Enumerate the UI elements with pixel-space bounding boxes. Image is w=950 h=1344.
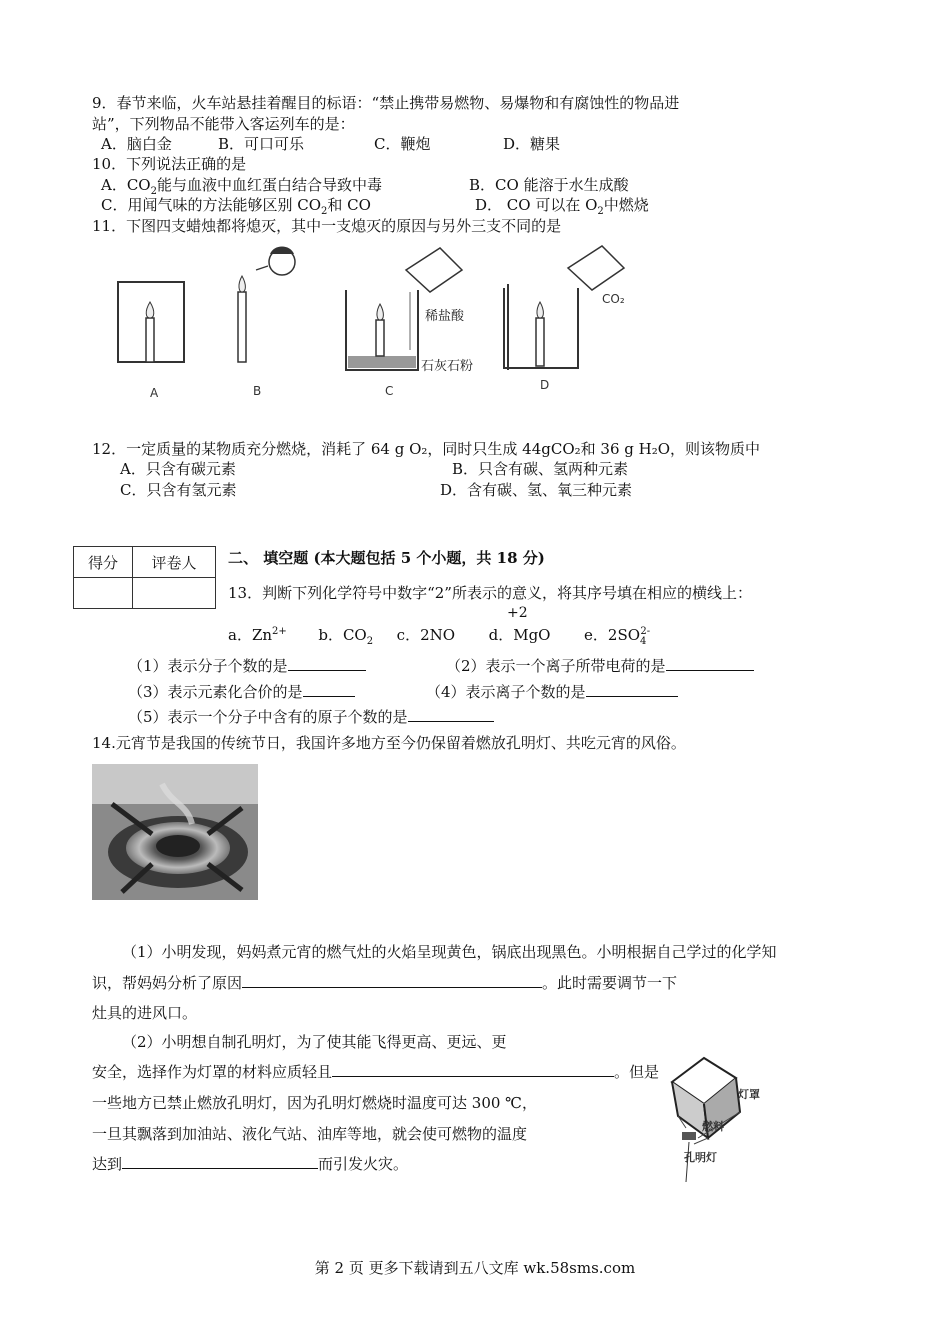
score-header: 得分 — [74, 547, 133, 578]
q12-option-b: B．只含有碳、氢两种元素 — [452, 460, 629, 478]
q11-stem: 11．下图四支蜡烛都将熄灭，其中一支熄灭的原因与另外三支不同的是 — [92, 217, 562, 235]
figure-a-covered-candle — [118, 282, 184, 362]
q14-part2-line3: 一些地方已禁止燃放孔明灯，因为孔明灯燃烧时温度可达 300 ℃， — [92, 1094, 537, 1112]
section2-title: 二、 填空题 (本大题包括 5 个小题，共 18 分) — [228, 549, 545, 567]
q14-part1-line2: 识，帮妈妈分析了原因 。此时需要调节一下 — [92, 974, 678, 992]
q14-part2-line4: 一旦其飘落到加油站、液化气站、油库等地，就会使可燃物的温度 — [92, 1125, 528, 1143]
q14-blank1[interactable] — [242, 973, 542, 988]
score-table — [73, 546, 216, 609]
q13-symbols — [228, 624, 650, 647]
figure-label-d: D — [540, 378, 550, 392]
label-dilute-hcl: 稀盐酸 — [425, 309, 465, 324]
q14-stem: 14.元宵节是我国的传统节日，我国许多地方至今仍保留着燃放孔明灯、共吃元宵的风俗。 — [92, 734, 686, 752]
label-limestone: 石灰石粉 — [421, 359, 474, 374]
label-lantern-fuel: 燃料 — [702, 1120, 724, 1133]
q14-part1-line3: 灶具的进风口。 — [92, 1004, 198, 1022]
score-cell[interactable] — [74, 578, 133, 609]
figure-label-b: B — [253, 384, 262, 398]
q9-option-d: D．糖果 — [503, 135, 561, 153]
gas-stove-photo — [92, 764, 258, 900]
q14-part2-line5: 达到 而引发火灾。 — [92, 1155, 409, 1173]
q14-part1-line1: （1）小明发现，妈妈煮元宵的燃气灶的火焰呈现黄色，锅底出现黑色。小明根据自己学过的化学知 — [122, 943, 777, 961]
q13-blank5[interactable] — [408, 707, 494, 722]
q13-stem: 13．判断下列化学符号中数字“2”所表示的意义，将其序号填在相应的横线上： — [228, 584, 752, 602]
q10-option-a: A．$CO_2$能与血液中血红蛋白结合导致中毒 — [101, 176, 382, 197]
q9-option-c: C．鞭炮 — [374, 135, 431, 153]
q11-figure-d — [498, 240, 638, 410]
q14-blank2[interactable] — [332, 1062, 614, 1077]
q13-part5: （5）表示一个分子中含有的原子个数的是 — [128, 706, 494, 727]
figure-b-blown-candle — [238, 247, 295, 363]
figure-label-a: A — [150, 386, 159, 400]
q10-option-c: C．用闻气味的方法能够区别 $CO_2$和 CO — [101, 196, 371, 217]
figure-label-c: C — [385, 384, 394, 398]
grader-cell[interactable] — [133, 578, 216, 609]
q10-option-d: D． CO 可以在 $O_2$中燃烧 — [475, 196, 649, 217]
q13-part2: （2）表示一个离子所带电荷的是 — [446, 655, 754, 676]
q13-blank2[interactable] — [666, 656, 754, 671]
q10-option-b: B．CO 能溶于水生成酸 — [469, 176, 629, 194]
page-footer: 第 2 页 更多下载请到五八文库 wk.58sms.com — [314, 1259, 636, 1277]
q9-option-a: A．脑白金 — [101, 135, 172, 153]
q10-stem: 10．下列说法正确的是 — [92, 155, 247, 173]
q9-option-b: B．可口可乐 — [218, 135, 305, 153]
q12-option-d: D．含有碳、氢、氧三种元素 — [440, 481, 633, 499]
label-lantern-shade: 灯罩 — [738, 1088, 760, 1101]
q9-stem-line2: 站”，下列物品不能带入客运列车的是： — [92, 115, 355, 133]
q12-option-c: C．只含有氢元素 — [120, 481, 237, 499]
q13-part1: （1）表示分子个数的是 — [128, 655, 366, 676]
sky-lantern-figure — [664, 1052, 774, 1182]
q14-blank3[interactable] — [122, 1154, 318, 1169]
q14-part2-line1: （2）小明想自制孔明灯，为了使其能飞得更高、更远、更 — [122, 1033, 507, 1051]
symbol-a: a．$Zn^{2+}$ — [228, 626, 287, 644]
symbol-d: d．MgO — [488, 626, 551, 644]
q12-stem: 12．一定质量的某物质充分燃烧，消耗了 64 g O₂，同时只生成 44gCO₂和 36 g H₂O，则该物质中 — [92, 440, 761, 458]
symbol-b: b．$CO_2$ — [318, 626, 374, 647]
q13-blank1[interactable] — [288, 656, 366, 671]
symbol-e: e．$2SO_4^{2-}$ — [584, 626, 651, 647]
q13-blank3[interactable] — [303, 682, 355, 697]
label-co2: CO₂ — [602, 292, 625, 306]
q11-candle-figure — [110, 240, 510, 410]
q14-part2-line2: 安全，选择作为灯罩的材料应质轻且 。但是 — [92, 1063, 660, 1081]
q13-part3: （3）表示元素化合价的是 — [128, 681, 355, 702]
q13-part4: （4）表示离子个数的是 — [426, 681, 678, 702]
q13-blank4[interactable] — [586, 682, 678, 697]
q12-option-a: A．只含有碳元素 — [120, 460, 236, 478]
grader-header: 评卷人 — [133, 547, 216, 578]
q9-stem-line1: 9．春节来临，火车站悬挂着醒目的标语：“禁止携带易燃物、易爆物和有腐蚀性的物品进 — [92, 94, 680, 112]
label-lantern-name: 孔明灯 — [684, 1151, 717, 1164]
symbol-c: c．2NO — [396, 626, 456, 644]
q13-valence-mark: +2 — [507, 605, 528, 621]
